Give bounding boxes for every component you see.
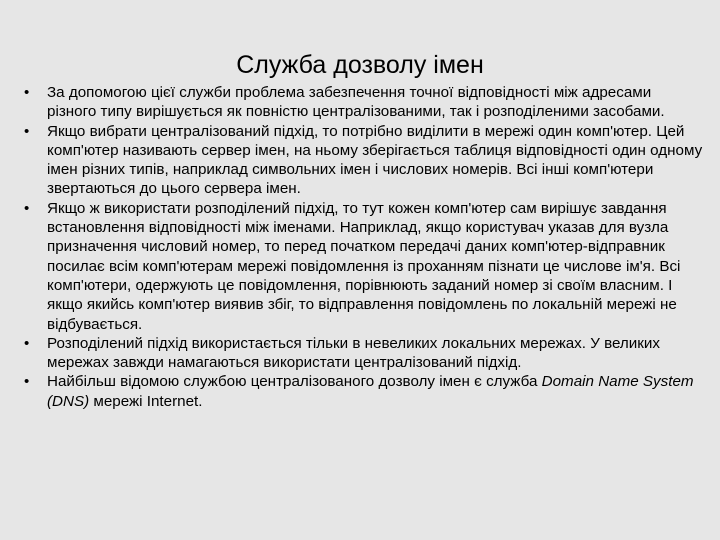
bullet-text-before: Найбільш відомою службою централізованого дозволу імен є служба	[47, 373, 542, 391]
bullet-list	[24, 83, 704, 411]
bullet-text: Розподілений підхід використається тільки в невеликих локальних мережах. У великих мережах завжди намагаються використати централізований підхід.	[47, 334, 660, 372]
dns-term: Domain Name System (DNS)	[47, 373, 694, 410]
list-item	[24, 199, 704, 334]
bullet-text: За допомогою цієї служби проблема забезпечення точної відповідності між адресами різного типу вирішується як повністю централізованими, так і розподіленими засобами.	[47, 84, 665, 121]
bullet-text-after: мережі Internet.	[89, 392, 203, 410]
list-item	[24, 83, 704, 122]
bullet-icon: •	[24, 334, 30, 352]
bullet-icon: •	[24, 373, 30, 391]
bullet-icon: •	[24, 84, 30, 101]
slide-title: Служба дозволу імен	[236, 50, 484, 79]
bullet-text	[47, 372, 704, 411]
bullet-text: Якщо вибрати централізований підхід, то потрібно виділити в мережі один комп'ютер. Цей комп'ютер називають сервер імен, на ньому зберігається таблиця відповідності один одному імен різних типів, наприклад символьних імен і числових номерів. Всі інші комп'ютери звертаються до цього сервера імен.	[47, 122, 703, 198]
list-item	[24, 122, 704, 199]
bullet-icon: •	[24, 199, 30, 217]
list-item	[24, 334, 704, 373]
bullet-text: Якщо ж використати розподілений підхід, то тут кожен комп'ютер сам вирішує завдання встановлення відповідності між іменами. Наприклад, якщо користувач указав для вузла призначення числовий номер, то перед початком передачі даних комп'ютер-відправник посилає всім комп'ютерам мережі повідомлення із проханням пізнати це числове ім'я. Всі комп'ютери, одержують це повідомлення, порівнюють заданий номер зі своїм власним. І якщо якийсь комп'ютер виявив збіг, то відправлення повідомлень по локальній мережі не відбувається.	[47, 199, 681, 333]
list-item	[24, 372, 704, 411]
bullet-icon: •	[24, 122, 30, 140]
